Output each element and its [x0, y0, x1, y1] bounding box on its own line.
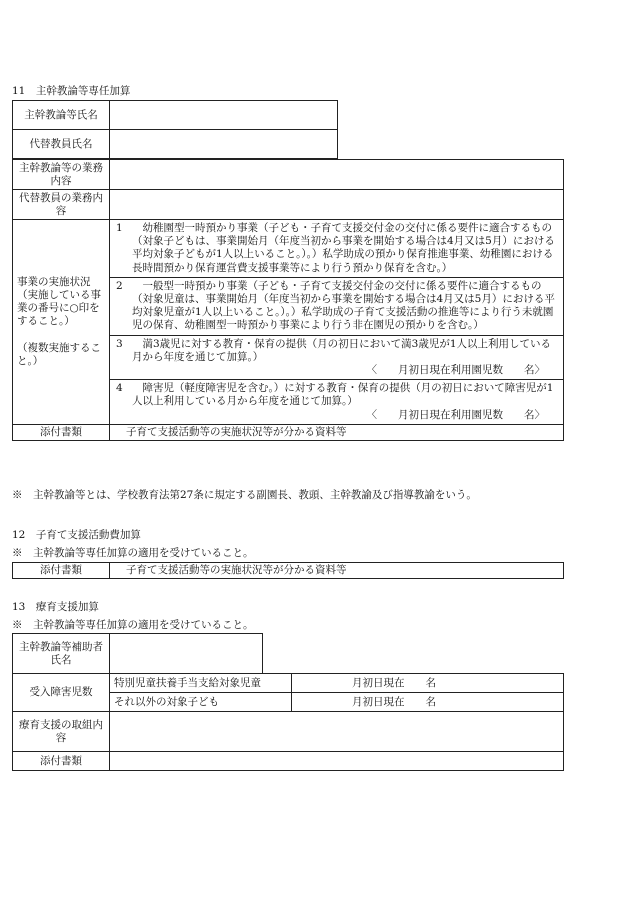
section-11-note: ※ 主幹教諭等とは、学校教育法第27条に規定する副園長、教頭、主幹教諭及び指導教諭をいう。 — [12, 489, 477, 501]
name-field[interactable] — [110, 101, 338, 130]
item-number: 4 — [116, 382, 123, 395]
support-field[interactable] — [110, 712, 564, 752]
status-label-cell — [13, 220, 110, 425]
attach-value: 子育て支援活動等の実施状況等が分かる資料等 — [110, 424, 564, 440]
status-item[interactable] — [110, 335, 563, 380]
substitute-label: 代替教員氏名 — [13, 130, 110, 159]
assist-field[interactable] — [110, 634, 263, 674]
item-number: 1 — [116, 222, 123, 234]
section-12-note: ※ 主幹教論等専任加算の適用を受けていること。 — [12, 547, 254, 559]
support-label: 療育支援の取組内容 — [13, 712, 110, 752]
sub-duty-field[interactable] — [110, 190, 564, 220]
attach-label: 添付書類 — [13, 752, 110, 771]
section-11-heading: 11 主幹教論等専任加算 — [12, 85, 131, 97]
status-item[interactable] — [110, 220, 563, 277]
row2-value[interactable]: 月初日現在 名 — [292, 693, 564, 712]
status-item[interactable] — [110, 379, 563, 424]
attach-value: 子育て支援活動等の実施状況等が分かる資料等 — [110, 563, 564, 579]
section-13-note: ※ 主幹教論等専任加算の適用を受けていること。 — [12, 619, 254, 631]
name-label: 主幹教論等氏名 — [13, 101, 110, 130]
substitute-field[interactable] — [110, 130, 338, 159]
item-number: 3 — [116, 337, 123, 350]
item-text: 一般型一時預かり事業（子ども・子育て支援交付金の交付に係る要件に適合するもの（対象児童は、事業開始月（年度当初から事業を開始する場合は4月又は5月）における平均対象児童が1人以上いること。）。）私学助成の子育て支援活動の推進等により行う未就園児の保育、幼稚園型一時預かり事業により行う非在園児の預かりを含む。） — [132, 279, 555, 332]
item-number: 2 — [116, 279, 123, 292]
section-12-heading: 12 子育て支援活動費加算 — [12, 529, 141, 541]
attach-field[interactable] — [110, 752, 564, 771]
status-item[interactable] — [110, 277, 563, 335]
row1-label: 特別児童扶養手当支給対象児童 — [110, 674, 292, 693]
disabled-label: 受入障害児数 — [13, 674, 110, 712]
attach-label: 添付書類 — [13, 563, 110, 579]
duty-field[interactable] — [110, 160, 564, 190]
item-count: 〈 月初日現在利用園児数 名〉 — [366, 408, 545, 421]
section-13-main-table — [12, 673, 564, 771]
item-text: 幼稚園型一時預かり事業（子ども・子育て支援交付金の交付に係る要件に適合するもの（対象子どもは、事業開始月（年度当初から事業を開始する場合は4月又は5月）における平均対象子どもが1人以上いること。）。）私学助成の預かり保育推進事業、幼稚園における長時間預かり保育運営費支援事業等により行う預かり保育を含む。） — [132, 222, 555, 274]
assist-label: 主幹教論等補助者氏名 — [13, 634, 110, 674]
duty-label: 主幹教論等の業務内容 — [13, 160, 110, 190]
section-13-heading: 13 療育支援加算 — [12, 601, 99, 613]
status-items-cell — [110, 220, 564, 425]
item-count: 〈 月初日現在利用園児数 名〉 — [366, 364, 545, 377]
attach-label: 添付書類 — [13, 424, 110, 440]
section-12-table — [12, 562, 564, 579]
row2-label: それ以外の対象子ども — [110, 693, 292, 712]
section-11-main-table — [12, 159, 564, 441]
sub-duty-label: 代替教員の業務内容 — [13, 190, 110, 220]
section-13-assist-table — [12, 633, 263, 674]
row1-value[interactable]: 月初日現在 名 — [292, 674, 564, 693]
item-text: 障害児（軽度障害児を含む。）に対する教育・保育の提供（月の初日において障害児が1人以上利用している月から年度を通じて加算。） — [132, 382, 554, 408]
item-text: 満3歳児に対する教育・保育の提供（月の初日において満3歳児が1人以上利用している月から年度を通じて加算。） — [132, 337, 552, 363]
section-11-top-table — [12, 100, 338, 159]
multi-label: （複数実施すること。） — [17, 341, 101, 367]
status-label: 事業の実施状況（実施している事業の番号に○印をすること。） — [17, 275, 101, 327]
